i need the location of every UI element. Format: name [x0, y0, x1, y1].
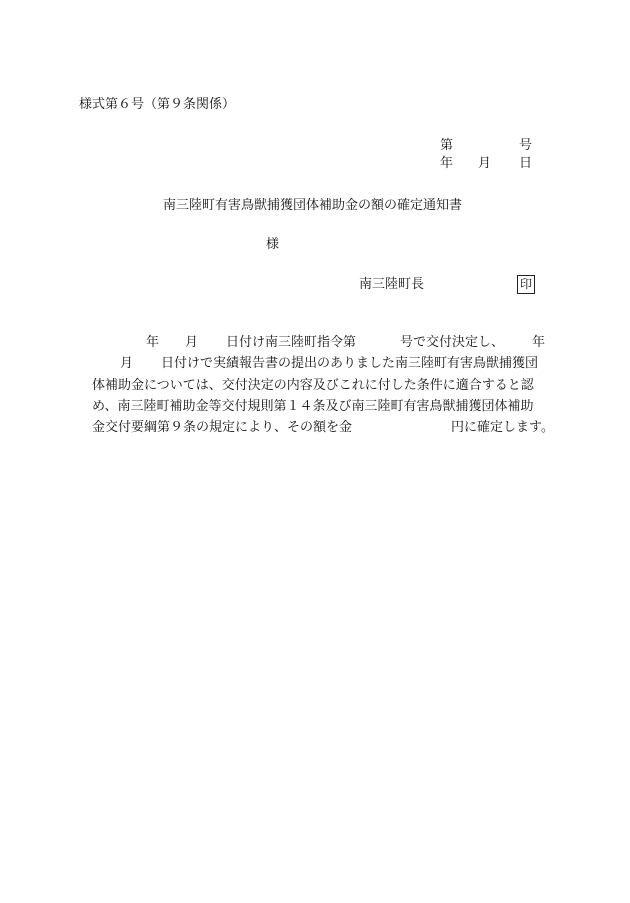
addressee-suffix: 様: [266, 237, 280, 252]
date-day: 日: [519, 156, 533, 171]
seal-stamp: 印: [517, 275, 535, 294]
document-title: 南三陸町有害鳥獣捕獲団体補助金の額の確定通知書: [163, 198, 463, 213]
body-line4: め、南三陸町補助金等交付規則第１４条及び南三陸町有害鳥獣捕獲団体補助: [92, 399, 534, 414]
doc-number-suffix: 号: [519, 138, 533, 153]
body-line2-month: 月: [120, 356, 134, 371]
body-line1-go: 号で交付決定し、: [400, 335, 505, 350]
doc-number-prefix: 第: [440, 138, 454, 153]
body-line5-end: 円に確定します。: [451, 420, 554, 435]
body-line5-text: 金交付要綱第９条の規定により、その額を金: [92, 420, 353, 435]
date-year: 年: [440, 156, 454, 171]
body-line1-text: 日付け南三陸町指令第: [226, 335, 357, 350]
body-line3: 体補助金については、交付決定の内容及びこれに付した条件に適合すると認: [92, 378, 534, 393]
date-month: 月: [478, 156, 492, 171]
form-label: 様式第６号（第９条関係）: [79, 97, 236, 112]
body-line1-year2: 年: [532, 335, 546, 350]
body-line1-year: 年: [146, 335, 160, 350]
body-line1-month: 月: [185, 335, 199, 350]
issuer-name: 南三陸町長: [359, 277, 425, 292]
body-line2-text: 日付けで実績報告書の提出のありました南三陸町有害鳥獣捕獲団: [161, 356, 539, 371]
